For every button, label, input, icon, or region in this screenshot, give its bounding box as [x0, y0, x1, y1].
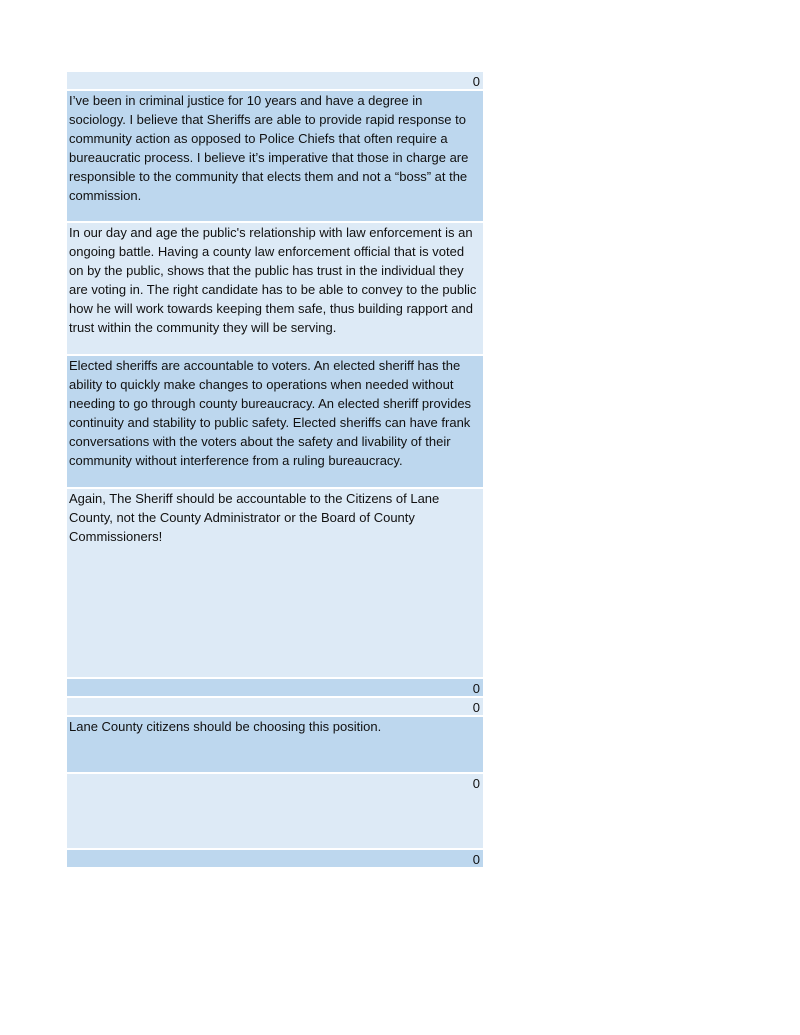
cell-row-3[interactable]: In our day and age the public's relationship with law enforcement is an ongoing battle. Having a county law enforcement official that is voted on by the public, shows that the public has trust in the individual they are voting in. The right candidate has to be able to convey to the public how he will work towards keeping them safe, thus building rapport and trust within the community they will be serving.	[67, 223, 483, 356]
cell-row-9[interactable]: 0	[67, 774, 483, 850]
cell-row-5[interactable]: Again, The Sheriff should be accountable to the Citizens of Lane County, not the County Administrator or the Board of County Commissioners!	[67, 489, 483, 679]
cell-row-4[interactable]: Elected sheriffs are accountable to voters. An elected sheriff has the ability to quickly make changes to operations when needed without needing to go through county bureaucracy. An elected sheriff provides continuity and stability to public safety. Elected sheriffs can have frank conversations with the voters about the safety and livability of their community without interference from a ruling bureaucracy.	[67, 356, 483, 489]
cell-row-10[interactable]: 0	[67, 850, 483, 869]
cell-row-8[interactable]: Lane County citizens should be choosing this position.	[67, 717, 483, 774]
cell-row-7[interactable]: 0	[67, 698, 483, 717]
cell-row-6[interactable]: 0	[67, 679, 483, 698]
spreadsheet-column	[67, 72, 483, 869]
cell-row-1[interactable]: 0	[67, 72, 483, 91]
cell-row-2[interactable]: I’ve been in criminal justice for 10 years and have a degree in sociology. I believe that Sheriffs are able to provide rapid response to community action as opposed to Police Chiefs that often require a bureaucratic process. I believe it’s imperative that those in charge are responsible to the community that elects them and not a “boss” at the commission.	[67, 91, 483, 223]
